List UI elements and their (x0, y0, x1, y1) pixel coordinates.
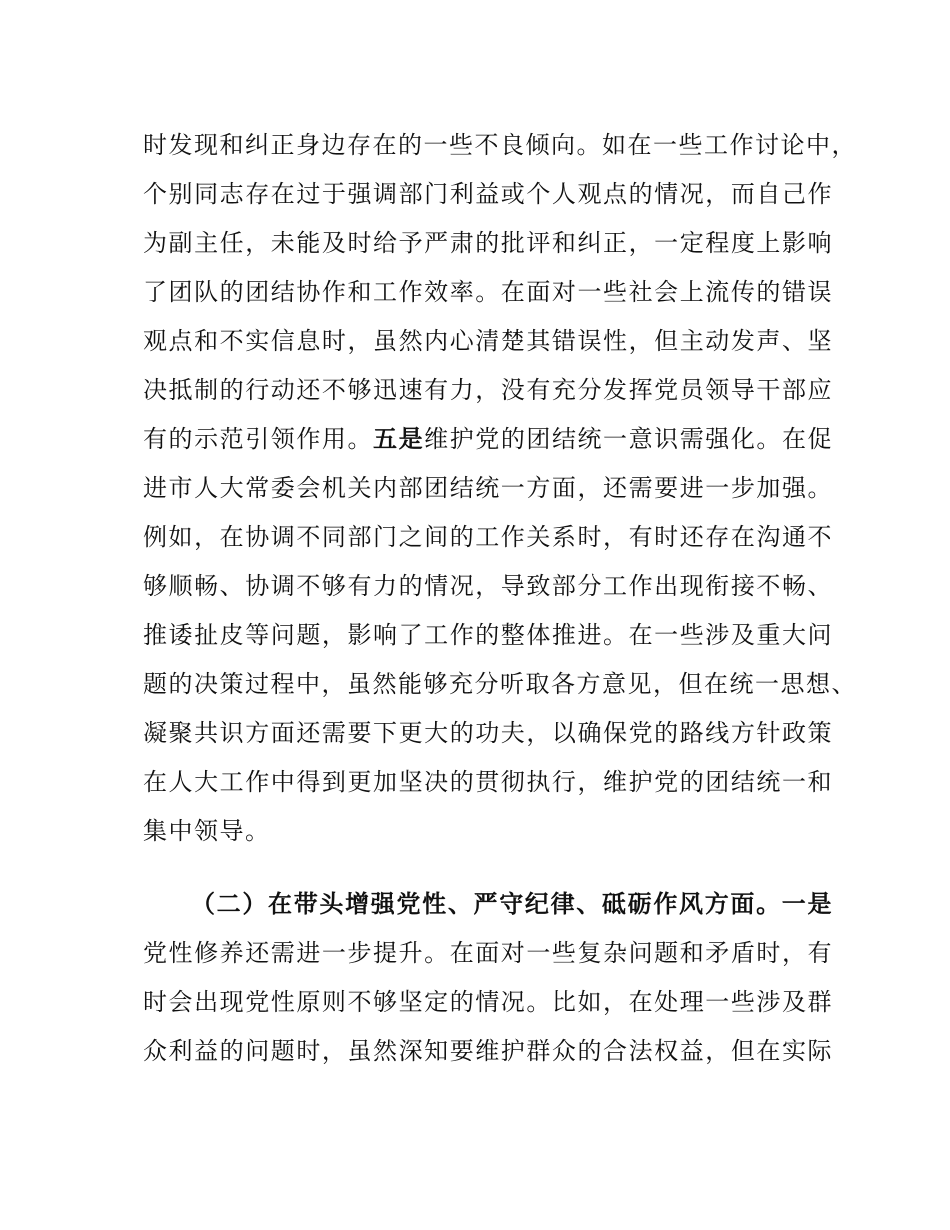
text-line: 个别同志存在过于强调部门利益或个人观点的情况，而自己作 (143, 180, 833, 208)
text-line: 为副主任，未能及时给予严肃的批评和纠正，一定程度上影响 (143, 229, 833, 257)
text-line: 众利益的问题时，虽然深知要维护群众的合法权益，但在实际 (143, 1037, 833, 1065)
text-line: 题的决策过程中，虽然能够充分听取各方意见，但在统一思想、 (143, 670, 857, 698)
text-line: 在人大工作中得到更加坚决的贯彻执行，维护党的团结统一和 (143, 768, 833, 796)
body-paragraph (143, 121, 857, 856)
text-line: 了团队的团结协作和工作效率。在面对一些社会上流传的错误 (143, 278, 833, 306)
text-line: 时会出现党性原则不够坚定的情况。比如，在处理一些涉及群 (143, 988, 833, 1016)
text-line: 凝聚共识方面还需要下更大的功夫，以确保党的路线方针政策 (143, 719, 833, 747)
text-segment: 维护党的团结统一意识需强化。在促 (424, 425, 834, 453)
text-line: 例如，在协调不同部门之间的工作关系时，有时还存在沟通不 (143, 523, 833, 551)
body-paragraph (143, 880, 833, 1076)
text-line: 够顺畅、协调不够有力的情况，导致部分工作出现衔接不畅、 (143, 572, 833, 600)
text-line: 集中领导。 (143, 817, 271, 845)
text-line: 决抵制的行动还不够迅速有力，没有充分发挥党员领导干部应 (143, 376, 833, 404)
text-line: 时发现和纠正身边存在的一些不良倾向。如在一些工作讨论中， (143, 131, 857, 159)
emphasis-text: 五是 (373, 425, 425, 453)
section-heading: （二）在带头增强党性、严守纪律、砥砺作风方面。一是 (191, 890, 833, 918)
text-segment: 有的示范引领作用。 (143, 425, 374, 453)
text-line: 推诿扯皮等问题，影响了工作的整体推进。在一些涉及重大问 (143, 621, 833, 649)
text-line: 进市人大常委会机关内部团结统一方面，还需要进一步加强。 (143, 474, 833, 502)
text-line (143, 415, 833, 464)
text-line: 党性修养还需进一步提升。在面对一些复杂问题和矛盾时，有 (143, 939, 833, 967)
text-line: 观点和不实信息时，虽然内心清楚其错误性，但主动发声、坚 (143, 327, 833, 355)
